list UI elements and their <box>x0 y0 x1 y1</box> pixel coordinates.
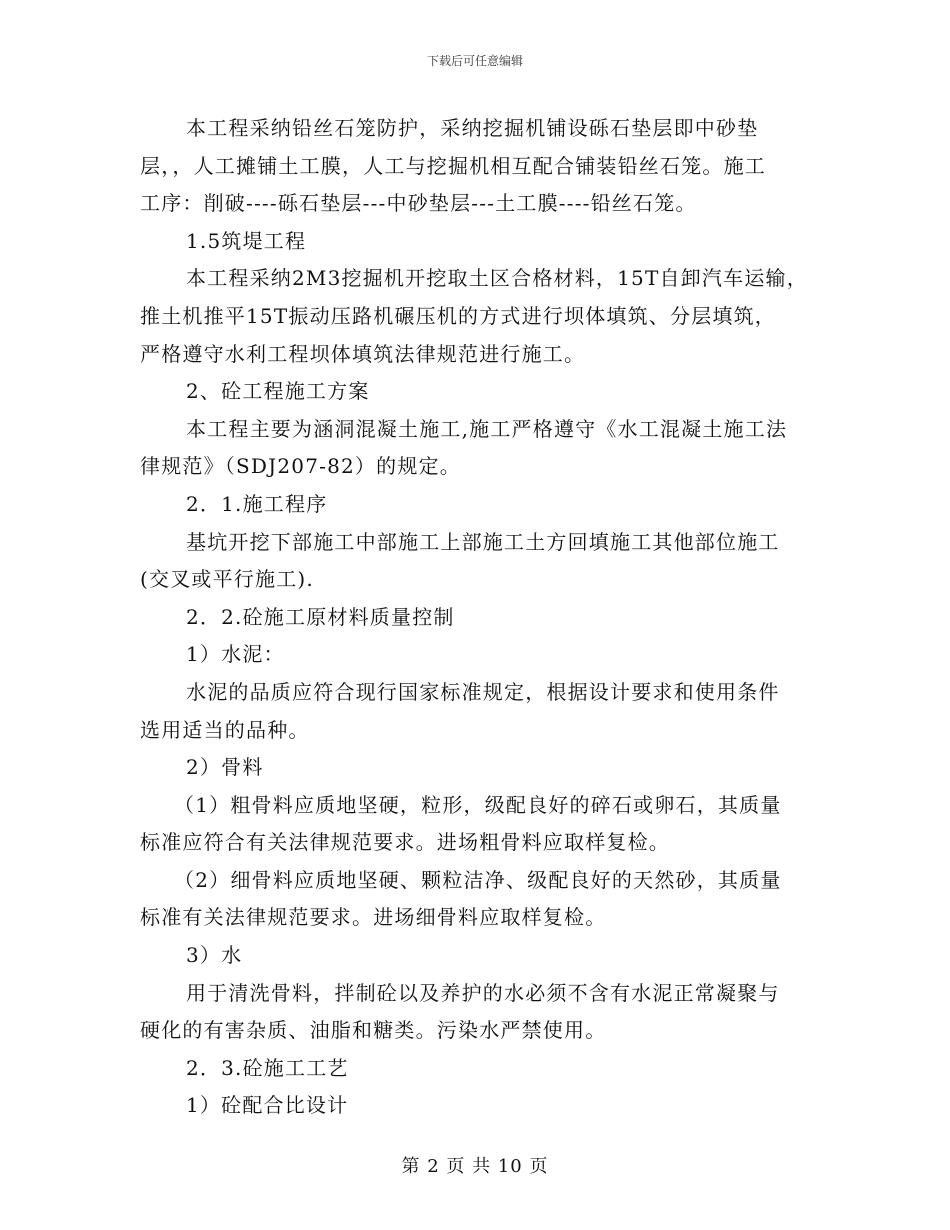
section-heading: 2．2.砼施工原材料质量控制 <box>186 604 455 629</box>
subsection-heading: 1）砼配合比设计 <box>186 1093 349 1118</box>
paragraph-line: （2）细骨料应质地坚硬、颗粒洁净、级配良好的天然砂，其质量 <box>174 867 782 892</box>
paragraph-line: 标准有关法律规范要求。进场细骨料应取样复检。 <box>140 905 607 930</box>
subsection-heading: 1）水泥： <box>186 642 285 667</box>
page-header: 下载后可任意编辑 <box>426 54 523 68</box>
paragraph-line: 基坑开挖下部施工中部施工上部施工土方回填施工其他部位施工 <box>186 529 780 554</box>
paragraph-line: （1）粗骨料应质地坚硬，粒形，级配良好的碎石或卵石，其质量 <box>174 792 782 817</box>
paragraph-line: 本工程采纳2M3挖掘机开挖取土区合格材料，15T自卸汽车运输， <box>186 266 808 291</box>
subsection-heading: 2）骨料 <box>186 755 264 780</box>
paragraph-line: 水泥的品质应符合现行国家标准规定，根据设计要求和使用条件 <box>186 679 780 704</box>
paragraph-line: 硬化的有害杂质、油脂和糖类。污染水严禁使用。 <box>140 1018 607 1043</box>
document-body <box>140 110 810 1125</box>
paragraph-line: 律规范》（SDJ207-82）的规定。 <box>140 454 461 479</box>
paragraph-line: 标准应符合有关法律规范要求。进场粗骨料应取样复检。 <box>140 830 670 855</box>
paragraph-line: 用于清洗骨料，拌制砼以及养护的水必须不含有水泥正常凝聚与 <box>186 980 780 1005</box>
section-heading: 1.5筑堤工程 <box>186 228 307 253</box>
page-number: 第 2 页 共 10 页 <box>401 1156 549 1177</box>
paragraph-line: (交叉或平行施工). <box>140 567 314 592</box>
paragraph-line: 本工程主要为涵洞混凝土施工,施工严格遵守《水工混凝土施工法 <box>186 416 788 441</box>
section-heading: 2．3.砼施工工艺 <box>186 1055 349 1080</box>
paragraph-line: 推土机推平15T振动压路机碾压机的方式进行坝体填筑、分层填筑， <box>140 303 776 328</box>
section-heading: 2．1.施工程序 <box>186 491 328 516</box>
paragraph-line: 选用适当的品种。 <box>140 717 310 742</box>
paragraph-line: 层，，人工摊铺土工膜，人工与挖掘机相互配合铺装铅丝石笼。施工 <box>140 153 766 178</box>
paragraph-line: 本工程采纳铅丝石笼防护，采纳挖掘机铺设砾石垫层即中砂垫 <box>186 116 759 140</box>
paragraph-line: 工序：削破----砾石垫层---中砂垫层---土工膜----铅丝石笼。 <box>140 191 697 216</box>
subsection-heading: 3）水 <box>186 943 243 968</box>
section-heading: 2、砼工程施工方案 <box>186 379 370 404</box>
paragraph-line: 严格遵守水利工程坝体填筑法律规范进行施工。 <box>140 341 586 366</box>
